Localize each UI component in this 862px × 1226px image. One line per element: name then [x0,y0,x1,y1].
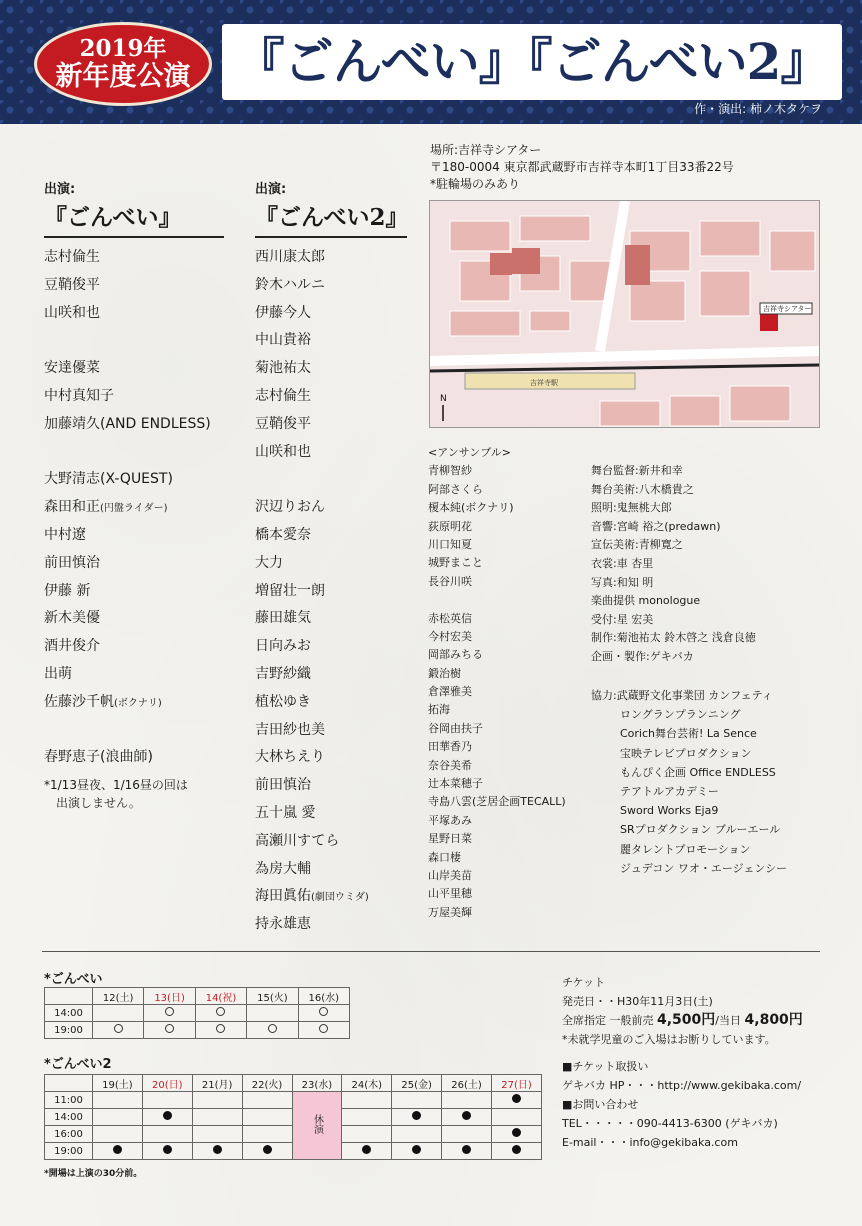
map-theater-label: 吉祥寺シアター [763,305,812,313]
cast-member [44,689,224,717]
schedule-cell [144,1022,195,1039]
schedule-cell [142,1126,192,1143]
ensemble-member: 辻本菜穂子 [428,777,483,791]
staff-credit: 楽曲提供 monologue [591,594,701,608]
performance-dot-icon [113,1145,122,1154]
schedule-cell [192,1143,242,1160]
ensemble-member: 拓海 [428,703,450,717]
contact-tel[interactable]: TEL・・・・・090-4413-6300 (ゲキバカ) [562,1117,778,1130]
cast-name: 加藤靖久(AND ENDLESS) [44,415,211,432]
performance-ring-icon [268,1024,277,1033]
price-separator: /当日 [715,1014,742,1027]
schedule-cell [247,1005,298,1022]
ensemble-member: 鍛治樹 [428,666,461,680]
ensemble-member: 今村宏美 [428,629,472,643]
schedule-day [442,1075,492,1092]
ensemble-member: 田華香乃 [428,740,472,754]
schedule-cell [195,1005,246,1022]
cast-member [255,578,407,606]
schedule-cell [392,1126,442,1143]
cast-member [255,689,407,717]
coop-credit: ジュデコン ワオ・エージェンシー [620,861,788,875]
cast-gonbei [44,178,224,812]
ensemble-member: 阿部さくら [428,482,483,496]
day-label: 20(日) [152,1079,183,1091]
cast-name: 大野清志(X-QUEST) [44,471,173,488]
day-label: 26(土) [451,1079,482,1091]
year-badge [34,22,212,106]
schedule-cell [392,1092,442,1109]
list-gap [44,439,224,467]
divider [44,236,224,238]
schedule-cell [93,1022,144,1039]
list-gap [255,466,407,494]
cast-footnote [44,776,224,812]
day-label: 14(祝) [205,992,237,1004]
coop-credit: 協力:武蔵野文化事業団 カンフェティ [591,689,773,702]
ensemble-member: 谷岡由扶子 [428,721,483,735]
schedule-cell [192,1126,242,1143]
cast-name: 前田慎治 [44,554,100,571]
cast-member [44,355,224,383]
day-label: 19(土) [102,1079,133,1091]
cast-label: 出演: [44,182,76,197]
coop-credit: SRプロダクション ブルーエール [620,823,781,837]
cast-member [44,578,224,606]
badge-year: 2019年 [79,35,167,62]
cast-member [255,272,407,300]
cast-name: 豆鞘俊平 [44,276,100,293]
performance-ring-icon [319,1024,328,1033]
staff-credit: 企画・製作:ゲキバカ [591,649,694,663]
cast-member [44,661,224,689]
schedule-cell [93,1005,144,1022]
schedule-cell [142,1143,192,1160]
cast-member [44,300,224,328]
badge-subtitle: 新年度公演 [55,60,191,92]
schedule-corner [45,1075,93,1092]
schedule-cell [242,1092,292,1109]
cast-member [255,327,407,355]
schedule-day [298,988,349,1005]
cast-member [255,856,407,884]
cast-name: 五十嵐 愛 [255,804,316,821]
schedule-cell [442,1143,492,1160]
cast-name: 中村真知子 [44,387,114,404]
ensemble-member: 森口棲 [428,850,461,864]
ensemble-member: 山平里穂 [428,887,472,901]
cast-play-title: 『ごんべい2』 [255,204,409,231]
cast-member [255,522,407,550]
cast-member [255,717,407,745]
coop-credit: テアトルアカデミー [620,784,719,798]
ticket-price [562,1011,803,1030]
schedule-cell [93,1143,143,1160]
dealer-url[interactable]: ゲキバカ HP・・・http://www.gekibaka.com/ [562,1079,802,1092]
schedule-gonbei-table [44,987,350,1039]
schedule-day [195,988,246,1005]
ensemble-member: 山岸美苗 [428,868,472,882]
cast-member [255,911,407,939]
cast-name: 中村遼 [44,526,86,543]
schedule-cell [492,1143,542,1160]
ensemble-member [428,591,566,609]
coop-credit: 麗タレントプロモーション [620,842,751,856]
ensemble-member: 川口知夏 [428,537,472,551]
cast-name: 安達優菜 [44,360,100,377]
schedule-cell [142,1092,192,1109]
cast-member [255,383,407,411]
cast-name: 植松ゆき [255,693,311,710]
cast-member [255,494,407,522]
day-label: 27(日) [501,1079,532,1091]
cast-member [255,411,407,439]
schedule-day [142,1075,192,1092]
cast-member [44,605,224,633]
cast-member [255,550,407,578]
schedule-day [144,988,195,1005]
cast-name: 西川康太郎 [255,249,325,265]
cast-name: 新木美優 [44,610,100,627]
performance-dot-icon [512,1128,521,1137]
schedule-cell [192,1109,242,1126]
ensemble-member: 寺島八雲(芝居企画TECALL) [428,795,566,809]
cast-name: 増留壮一朗 [255,582,325,599]
schedule-day [247,988,298,1005]
cast-name: 為房大輔 [255,860,311,877]
schedule-day [492,1075,542,1092]
ensemble-member: 平塚あみ [428,813,472,827]
cast-affiliation: (円盤ライダー) [100,503,168,515]
cast-name: 前田慎治 [255,777,311,794]
staff-credit: 照明:鬼無桃大郎 [591,501,672,515]
schedule-time: 11:00 [45,1092,93,1109]
cast-member [44,411,224,439]
cast-member [255,605,407,633]
cast-name: 森田和正 [44,499,100,516]
cast-name: 日向みお [255,638,311,655]
ensemble-member: 万屋美輝 [428,905,472,919]
cast-affiliation: (劇団ウミダ) [311,892,369,904]
venue-address: 〒180-0004 東京都武蔵野市吉祥寺本町1丁目33番22号 [430,160,734,174]
cast-name: 橋本愛奈 [255,526,311,543]
cast-member [44,466,224,494]
schedule-day [392,1075,442,1092]
schedule-cell [342,1143,392,1160]
dealer-label: ■チケット取扱い [562,1060,649,1073]
schedule-cell [392,1143,442,1160]
cast-member [44,383,224,411]
cast-name: 佐藤沙千帆 [44,693,114,710]
schedule-gonbei2-title: *ごんべい2 [44,1057,112,1072]
cast-name: 酒井俊介 [44,638,100,655]
schedule-cell [93,1109,143,1126]
schedule-cell [492,1092,542,1109]
map-station-label: 吉祥寺駅 [530,379,558,387]
price-prefix: 全席指定 一般前売 [562,1014,654,1027]
day-label: 25(金) [401,1079,432,1091]
cast-member [255,883,407,911]
map-north-label: N [440,394,447,404]
staff-credit: 舞台美術:八木橋貴之 [591,482,694,496]
schedule-day [93,988,144,1005]
schedule-gonbei2-table [44,1074,542,1160]
schedule-cell [298,1005,349,1022]
performance-dot-icon [412,1111,421,1120]
price-door: 4,800円 [744,1012,803,1028]
cast-member [44,272,224,300]
schedule-time: 19:00 [45,1022,93,1039]
schedule-footnote: *開場は上演の30分前。 [44,1169,143,1179]
ensemble-member: 榎本純(ボクナリ) [428,501,514,515]
cast-name: 高瀬川すてら [255,832,340,849]
schedule-time: 14:00 [45,1109,93,1126]
schedule-cell [342,1092,392,1109]
cast-name: 中山貴裕 [255,332,311,349]
schedule-cell [144,1005,195,1022]
performance-dot-icon [512,1145,521,1154]
cast-name: 大力 [255,554,283,571]
coop-credit: Sword Works Eja9 [620,804,719,818]
schedule-day [93,1075,143,1092]
cast-member [255,244,407,272]
ensemble-member: 赤松英信 [428,611,472,625]
ensemble-member: 青柳智紗 [428,464,472,478]
schedule-cell [93,1126,143,1143]
staff-credit: 音響:宮崎 裕之(predawn) [591,519,721,533]
ensemble-member: 荻原明花 [428,519,472,533]
schedule-cell [247,1022,298,1039]
cast-member [44,633,224,661]
cast-member [255,300,407,328]
section-divider [42,951,820,952]
ensemble-member: 長谷川咲 [428,574,472,588]
day-label: 22(火) [251,1079,283,1091]
cast-member [255,744,407,772]
day-label: 23(水) [301,1079,333,1091]
ticket-release: 発売日・・H30年11月3日(土) [562,995,713,1008]
staff-credit: 受付:星 宏美 [591,612,654,626]
schedule-cell [192,1092,242,1109]
day-label: 21(月) [201,1079,233,1091]
cast-member [255,800,407,828]
page-title: 『ごんべい』『ごんべい2』 [222,24,842,100]
schedule-rest-day [292,1092,342,1160]
ensemble-member: 奈谷美希 [428,758,472,772]
cast-member [255,828,407,856]
cast-footnote-line: *1/13昼夜、1/16昼の回は [44,778,188,793]
cast-list [44,244,224,772]
venue-info [430,142,734,193]
day-label: 24(木) [351,1079,383,1091]
schedule-cell [492,1109,542,1126]
performance-dot-icon [412,1145,421,1154]
schedule-cell [392,1109,442,1126]
cooperation-credits [591,686,787,878]
schedule-cell [442,1092,492,1109]
staff-credit: 衣裳:車 杏里 [591,556,654,570]
staff-credits [591,462,756,667]
cast-name: 鈴木ハルニ [255,276,325,293]
schedule-cell [242,1143,292,1160]
performance-dot-icon [213,1145,222,1154]
performance-dot-icon [362,1145,371,1154]
performance-dot-icon [462,1145,471,1154]
coop-credit: ロングランプランニング [620,708,741,722]
ensemble-member: 城野まこと [428,556,483,570]
cast-name: 志村倫生 [44,249,100,265]
schedule-cell [195,1022,246,1039]
rest-label: 休演 [311,1114,323,1134]
ensemble-member: 星野日菜 [428,832,472,846]
schedule-cell [492,1126,542,1143]
divider [255,236,407,238]
cast-member [255,633,407,661]
cast-name: 海田眞佑 [255,888,311,905]
cast-member [255,439,407,467]
cast-name: 大林ちえり [255,749,325,766]
cast-label: 出演: [255,182,287,197]
ensemble-label: <アンサンブル> [428,446,512,459]
coop-credit: Corich舞台芸術! La Sence [620,727,757,741]
performance-ring-icon [319,1007,328,1016]
ticket-label: チケット [562,976,606,989]
schedule-corner [45,988,93,1005]
schedule-cell [298,1022,349,1039]
performance-ring-icon [216,1024,225,1033]
schedule-day [242,1075,292,1092]
ticket-info [562,973,803,1152]
day-label: 13(日) [154,992,185,1004]
performance-ring-icon [165,1024,174,1033]
cast-member [255,661,407,689]
director-credit: 作・演出: 柿ノ木タケヲ [694,102,822,116]
schedule-cell [93,1092,143,1109]
staff-credit: 制作:菊池祐太 鈴木啓之 浅倉良徳 [591,631,756,645]
schedule-gonbei-title: *ごんべい [44,972,103,987]
schedule-time: 16:00 [45,1126,93,1143]
cast-play-title: 『ごんべい』 [44,204,182,231]
staff-credit: 宣伝美術:青柳寛之 [591,538,683,552]
performance-dot-icon [512,1094,521,1103]
cast-name: 持永雄恵 [255,916,311,933]
cast-name: 志村倫生 [255,387,311,404]
venue-map [429,200,820,428]
ticket-note: *未就学児童のご入場はお断りしています。 [562,1033,776,1046]
cast-footnote-line: 出演しません。 [56,796,141,811]
price-advance: 4,500円 [657,1012,716,1028]
cast-member [44,550,224,578]
cast-name: 豆鞘俊平 [255,415,311,432]
contact-label: ■お問い合わせ [562,1098,639,1111]
cast-member [44,744,224,772]
ensemble-list [428,462,566,922]
cast-name: 春野恵子(浪曲師) [44,749,153,766]
ensemble-member: 岡部みちる [428,648,483,662]
performance-dot-icon [163,1145,172,1154]
cast-name: 山咲和也 [44,304,100,321]
cast-list [255,244,407,939]
cast-member [255,772,407,800]
ensemble-member: 倉澤雅美 [428,685,472,699]
schedule-cell [442,1109,492,1126]
venue-parking: *駐輪場のみあり [430,177,521,191]
cast-name: 伊藤今人 [255,304,311,321]
performance-ring-icon [216,1007,225,1016]
ensemble-cast [428,444,566,922]
schedule-cell [142,1109,192,1126]
performance-dot-icon [263,1145,272,1154]
schedule-day [342,1075,392,1092]
schedule-cell [342,1109,392,1126]
schedule-cell [242,1126,292,1143]
schedule-time: 14:00 [45,1005,93,1022]
cast-affiliation: (ボクナリ) [114,697,162,709]
performance-dot-icon [462,1111,471,1120]
schedule-day [292,1075,342,1092]
coop-credit: もんぴく企画 Office ENDLESS [620,765,776,779]
staff-credit: 写真:和知 明 [591,575,654,589]
cast-name: 吉田紗也美 [255,721,325,738]
schedule-cell [342,1126,392,1143]
performance-ring-icon [165,1007,174,1016]
coop-credit: 宝映テレビプロダクション [620,746,752,760]
cast-member [255,355,407,383]
cast-name: 吉野紗織 [255,665,311,682]
cast-member [44,494,224,522]
cast-name: 藤田雄気 [255,610,311,627]
map-graphic [430,201,820,428]
cast-gonbei2 [255,178,407,939]
schedule-time: 19:00 [45,1143,93,1160]
venue-place: 場所:吉祥寺シアター [430,143,542,157]
day-label: 12(土) [102,992,134,1004]
performance-dot-icon [163,1111,172,1120]
staff-credit: 舞台監督:新井和幸 [591,464,683,477]
cast-name: 山咲和也 [255,443,311,460]
schedule-day [192,1075,242,1092]
cast-member [44,244,224,272]
list-gap [44,717,224,745]
list-gap [44,327,224,355]
day-label: 16(水) [308,992,340,1004]
cast-member [44,522,224,550]
schedule-cell [242,1109,292,1126]
cast-name: 菊池祐太 [255,360,311,377]
performance-ring-icon [114,1024,123,1033]
cast-name: 伊藤 新 [44,582,91,599]
contact-email[interactable]: E-mail・・・info@gekibaka.com [562,1136,738,1149]
cast-name: 沢辺りおん [255,499,325,516]
schedule-cell [442,1126,492,1143]
cast-name: 出萌 [44,665,72,682]
day-label: 15(火) [257,992,288,1004]
header-banner [0,0,862,124]
